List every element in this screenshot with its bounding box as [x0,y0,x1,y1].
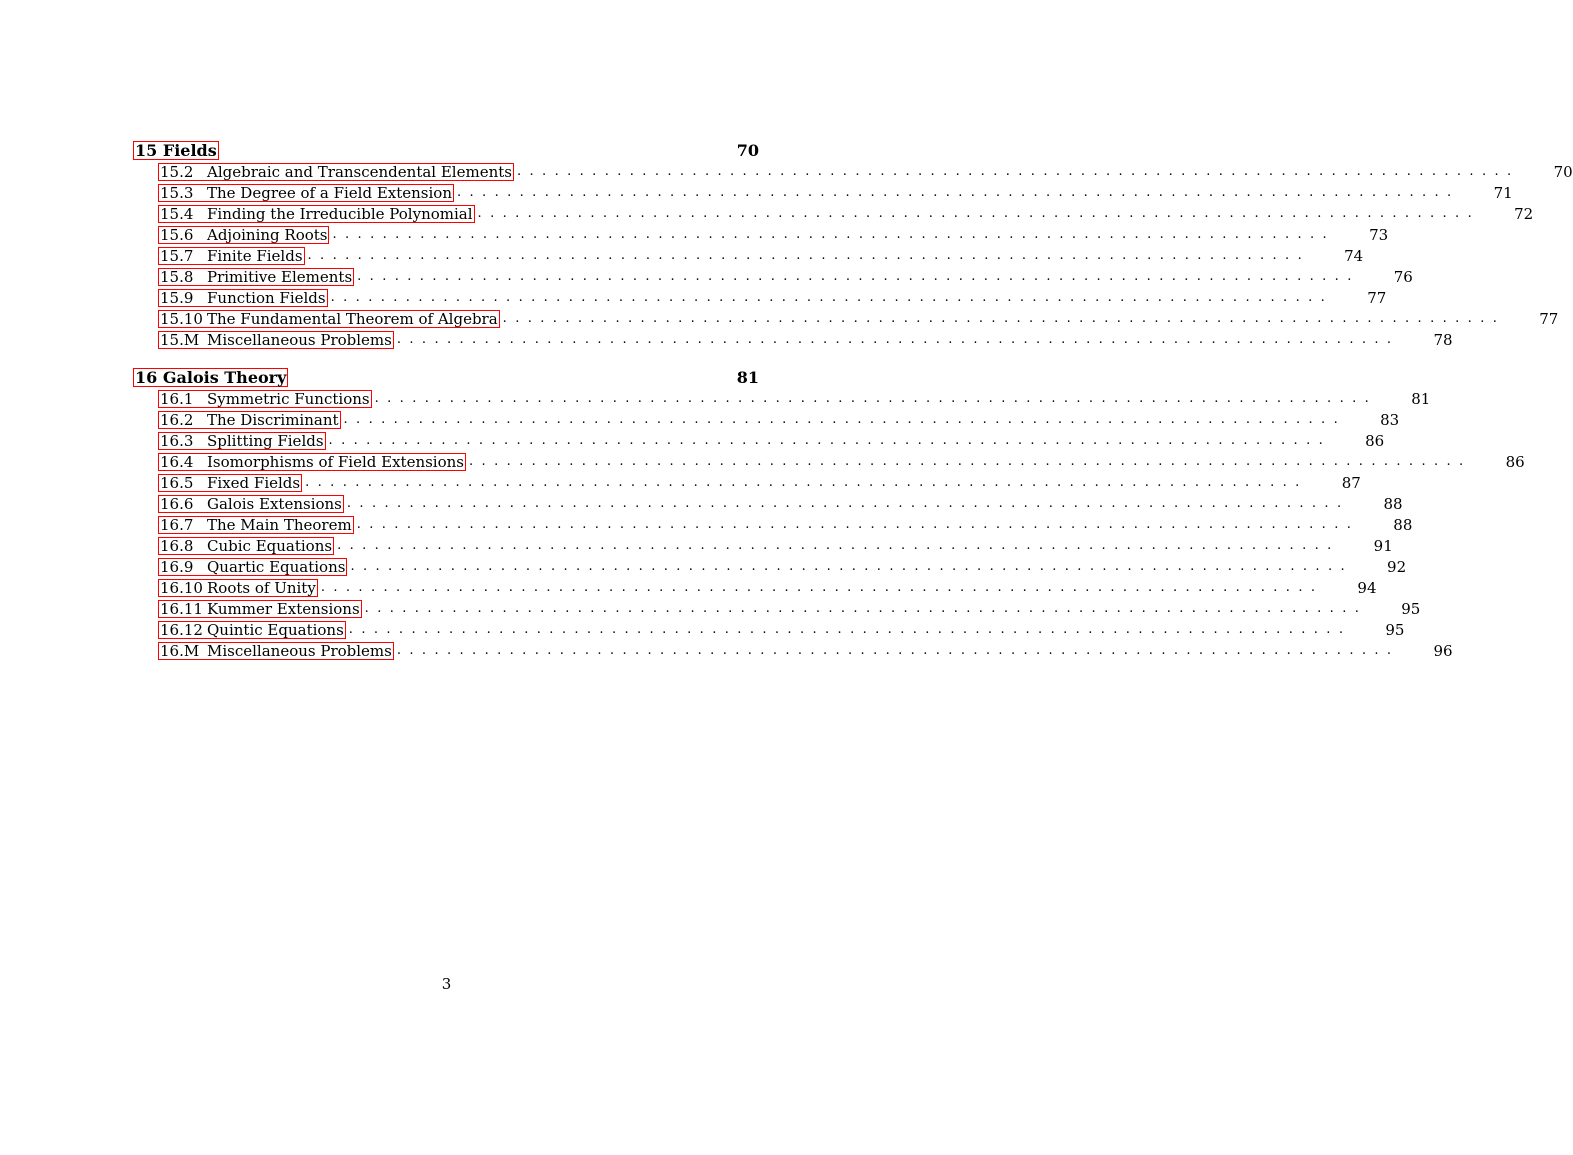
toc-entry [133,287,1387,308]
section-page-number: 78 [1433,330,1453,349]
chapter-page-number: 81 [736,368,759,387]
section-number: 16.2 [160,410,194,429]
section-number: 16.M [160,641,200,660]
section-title: Kummer Extensions [207,599,360,618]
toc-entry [133,472,1361,493]
toc-entry [133,640,1453,661]
section-title: Quintic Equations [207,620,344,639]
section-link[interactable] [158,642,394,660]
section-title: Roots of Unity [207,578,316,597]
toc-entry [133,514,1413,535]
toc-entry [133,266,1413,287]
section-link[interactable] [158,474,302,492]
section-page-number: 72 [1514,204,1534,223]
dot-leader: ................................................................................ [374,391,1378,406]
dot-leader: ................................................................................ [348,622,1352,637]
toc-entry [133,245,1364,266]
section-link[interactable] [158,226,329,244]
dot-leader: ................................................................................ [320,580,1324,595]
dot-leader: ................................................................................ [350,559,1354,574]
section-number: 16.3 [160,431,194,450]
section-link[interactable] [158,621,346,639]
toc-entry [133,308,1559,329]
dot-leader: ................................................................................ [516,164,1520,179]
section-link[interactable] [158,558,347,576]
section-number: 16.8 [160,536,194,555]
toc-entry [133,224,1389,245]
toc-entry [133,388,1431,409]
toc-chapter [133,140,1573,350]
section-number: 15.6 [160,225,194,244]
section-number: 16.9 [160,557,194,576]
section-page-number: 70 [1553,162,1573,181]
toc-entry [133,203,1534,224]
dot-leader: ................................................................................ [364,601,1368,616]
section-link[interactable] [158,247,305,265]
section-link[interactable] [158,411,341,429]
section-number: 16.12 [160,620,203,639]
section-link[interactable] [158,432,326,450]
section-title: Function Fields [207,288,326,307]
section-number: 16.5 [160,473,194,492]
section-title: Cubic Equations [207,536,333,555]
section-title: Splitting Fields [207,431,324,450]
chapter-page-number: 70 [736,141,759,160]
section-page-number: 88 [1383,494,1403,513]
section-link[interactable] [158,579,318,597]
section-title: Primitive Elements [207,267,353,286]
section-number: 15.7 [160,246,194,265]
section-page-number: 87 [1341,473,1361,492]
dot-leader: ................................................................................ [328,433,1332,448]
toc-entry [133,598,1421,619]
dot-leader: ................................................................................ [357,269,1360,284]
toc-entry [133,493,1403,514]
section-link[interactable] [158,289,328,307]
section-page-number: 86 [1505,452,1525,471]
toc-entry [133,182,1513,203]
dot-leader: ................................................................................ [477,206,1481,221]
section-link[interactable] [158,310,500,328]
section-link[interactable] [158,331,394,349]
toc-entry [133,409,1400,430]
toc-entry [133,451,1525,472]
section-page-number: 94 [1357,578,1377,597]
section-number: 15.2 [160,162,194,181]
section-page-number: 76 [1393,267,1413,286]
chapter-title-link[interactable]: 15 Fields [135,141,217,160]
section-page-number: 77 [1367,288,1387,307]
toc-entry [133,556,1407,577]
dot-leader: ................................................................................ [346,496,1350,511]
section-page-number: 71 [1493,183,1513,202]
section-title: Galois Extensions [207,494,342,513]
section-number: 16.4 [160,452,194,471]
section-link[interactable] [158,268,354,286]
section-page-number: 83 [1380,410,1400,429]
section-title: Fixed Fields [207,473,301,492]
section-link[interactable] [158,390,372,408]
dot-leader: ................................................................................ [337,538,1340,553]
section-number: 16.10 [160,578,203,597]
section-link[interactable] [158,163,514,181]
section-page-number: 86 [1365,431,1385,450]
page-number: 3 [441,975,452,993]
toc-entry [133,329,1453,350]
section-number: 16.1 [160,389,194,408]
section-title: The Discriminant [207,410,339,429]
section-page-number: 95 [1385,620,1405,639]
dot-leader: ................................................................................ [456,185,1460,200]
toc-entry [133,161,1573,182]
section-link[interactable] [158,495,344,513]
dot-leader: ................................................................................ [307,248,1311,263]
dot-leader: ................................................................................ [356,517,1360,532]
dot-leader: ................................................................................ [502,311,1506,326]
dot-leader: ................................................................................ [332,227,1336,242]
section-number: 15.9 [160,288,194,307]
section-page-number: 91 [1373,536,1393,555]
toc-chapter [133,367,1525,661]
section-title: Isomorphisms of Field Extensions [207,452,464,471]
section-title: Miscellaneous Problems [207,330,392,349]
section-link[interactable] [158,600,362,618]
section-page-number: 77 [1539,309,1559,328]
section-number: 15.8 [160,267,194,286]
section-link[interactable] [158,205,475,223]
section-page-number: 95 [1401,599,1421,618]
section-link[interactable] [158,537,334,555]
toc-entry [133,619,1405,640]
section-number: 15.4 [160,204,194,223]
section-link[interactable] [158,516,354,534]
section-number: 15.10 [160,309,203,328]
table-of-contents [133,140,1573,678]
chapter-heading [133,367,759,388]
section-title: Symmetric Functions [207,389,370,408]
section-link[interactable] [158,453,466,471]
dot-leader: ................................................................................ [396,332,1400,347]
section-page-number: 92 [1387,557,1407,576]
section-page-number: 96 [1433,641,1453,660]
chapter-title-link[interactable]: 16 Galois Theory [135,368,287,387]
section-title: Finding the Irreducible Polynomial [207,204,473,223]
dot-leader: ................................................................................ [396,643,1400,658]
section-page-number: 81 [1411,389,1431,408]
section-number: 16.6 [160,494,194,513]
section-title: The Main Theorem [207,515,352,534]
section-title: Finite Fields [207,246,303,265]
section-title: Adjoining Roots [207,225,328,244]
dot-leader: ................................................................................ [469,454,1472,469]
section-title: The Fundamental Theorem of Algebra [207,309,498,328]
section-title: Miscellaneous Problems [207,641,392,660]
section-number: 16.7 [160,515,194,534]
section-title: The Degree of a Field Extension [207,183,452,202]
section-number: 15.M [160,330,200,349]
dot-leader: ................................................................................ [343,412,1347,427]
section-number: 15.3 [160,183,194,202]
section-title: Quartic Equations [207,557,346,576]
toc-entry [133,535,1393,556]
section-page-number: 74 [1344,246,1364,265]
toc-entry [133,577,1377,598]
chapter-heading [133,140,759,161]
section-link[interactable] [158,184,454,202]
section-number: 16.11 [160,599,203,618]
section-page-number: 73 [1369,225,1389,244]
dot-leader: ................................................................................ [330,290,1334,305]
dot-leader: ................................................................................ [305,475,1308,490]
section-page-number: 88 [1393,515,1413,534]
section-title: Algebraic and Transcendental Elements [207,162,512,181]
toc-entry [133,430,1385,451]
